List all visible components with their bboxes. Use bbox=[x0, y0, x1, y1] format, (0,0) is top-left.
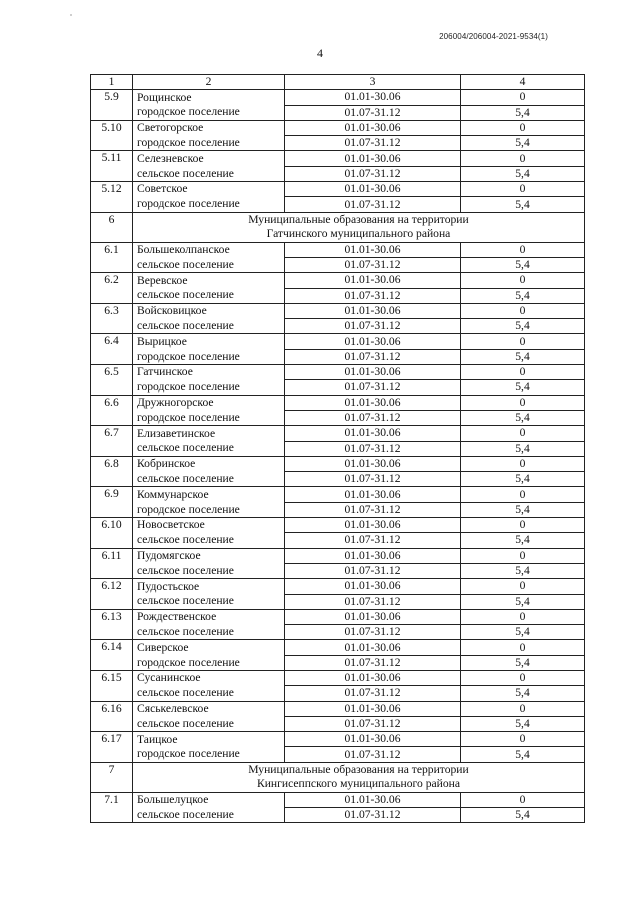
settlement-name: Большелуцкое bbox=[133, 792, 285, 807]
period-cell: 01.07-31.12 bbox=[285, 716, 461, 731]
period-cell: 01.07-31.12 bbox=[285, 380, 461, 395]
row-number: 5.10 bbox=[91, 120, 133, 151]
value-cell: 0 bbox=[461, 303, 585, 318]
period-cell: 01.07-31.12 bbox=[285, 349, 461, 364]
table-row bbox=[91, 625, 585, 640]
settlement-type: сельское поселение bbox=[133, 563, 285, 578]
settlement-name: Сиверское bbox=[133, 640, 285, 655]
table-row bbox=[91, 609, 585, 624]
settlement-type: сельское поселение bbox=[133, 716, 285, 731]
settlement-type: сельское поселение bbox=[133, 257, 285, 272]
period-cell: 01.01-30.06 bbox=[285, 609, 461, 624]
settlement-name: Сусанинское bbox=[133, 670, 285, 685]
table-row bbox=[91, 518, 585, 533]
row-number: 5.9 bbox=[91, 90, 133, 121]
table-row bbox=[91, 701, 585, 716]
row-number: 6.10 bbox=[91, 518, 133, 549]
value-cell: 0 bbox=[461, 732, 585, 747]
period-cell: 01.07-31.12 bbox=[285, 105, 461, 120]
row-number: 7.1 bbox=[91, 792, 133, 823]
period-cell: 01.01-30.06 bbox=[285, 579, 461, 594]
period-cell: 01.01-30.06 bbox=[285, 518, 461, 533]
period-cell: 01.07-31.12 bbox=[285, 410, 461, 425]
settlement-type: городское поселение bbox=[133, 197, 285, 212]
settlement-name: Сяськелевское bbox=[133, 701, 285, 716]
table-row bbox=[91, 136, 585, 151]
value-cell: 5,4 bbox=[461, 288, 585, 303]
table-row bbox=[91, 579, 585, 594]
period-cell: 01.07-31.12 bbox=[285, 625, 461, 640]
value-cell: 5,4 bbox=[461, 563, 585, 578]
settlement-type: сельское поселение bbox=[133, 166, 285, 181]
table-row bbox=[91, 594, 585, 609]
section-title bbox=[133, 762, 585, 792]
table-row bbox=[91, 349, 585, 364]
settlement-type: сельское поселение bbox=[133, 686, 285, 701]
value-cell: 5,4 bbox=[461, 533, 585, 548]
settlement-name: Большеколпанское bbox=[133, 242, 285, 257]
table-row bbox=[91, 487, 585, 502]
value-cell: 0 bbox=[461, 487, 585, 502]
table-row bbox=[91, 197, 585, 212]
row-number: 6.7 bbox=[91, 426, 133, 457]
row-number: 6.11 bbox=[91, 548, 133, 579]
table-row bbox=[91, 426, 585, 441]
value-cell: 0 bbox=[461, 609, 585, 624]
period-cell: 01.07-31.12 bbox=[285, 472, 461, 487]
table-row bbox=[91, 640, 585, 655]
settlement-type: городское поселение bbox=[133, 655, 285, 670]
settlement-type: городское поселение bbox=[133, 349, 285, 364]
value-cell: 5,4 bbox=[461, 410, 585, 425]
table-row bbox=[91, 120, 585, 135]
period-cell: 01.01-30.06 bbox=[285, 426, 461, 441]
settlement-name: Коммунарское bbox=[133, 487, 285, 502]
period-cell: 01.01-30.06 bbox=[285, 303, 461, 318]
table-row bbox=[91, 395, 585, 410]
settlement-name: Светогорское bbox=[133, 120, 285, 135]
value-cell: 5,4 bbox=[461, 502, 585, 517]
settlement-type: городское поселение bbox=[133, 747, 285, 762]
page-number: 4 bbox=[317, 46, 323, 60]
value-cell: 0 bbox=[461, 640, 585, 655]
period-cell: 01.01-30.06 bbox=[285, 456, 461, 471]
period-cell: 01.01-30.06 bbox=[285, 548, 461, 563]
period-cell: 01.01-30.06 bbox=[285, 670, 461, 685]
row-number: 6.1 bbox=[91, 242, 133, 273]
period-cell: 01.07-31.12 bbox=[285, 197, 461, 212]
table-row bbox=[91, 441, 585, 456]
period-cell: 01.01-30.06 bbox=[285, 151, 461, 166]
settlement-type: сельское поселение bbox=[133, 625, 285, 640]
period-cell: 01.07-31.12 bbox=[285, 594, 461, 609]
table-row bbox=[91, 747, 585, 762]
value-cell: 5,4 bbox=[461, 472, 585, 487]
settlement-name: Гатчинское bbox=[133, 365, 285, 380]
period-cell: 01.01-30.06 bbox=[285, 242, 461, 257]
settlement-name: Таицкое bbox=[133, 732, 285, 747]
value-cell: 5,4 bbox=[461, 136, 585, 151]
period-cell: 01.07-31.12 bbox=[285, 563, 461, 578]
value-cell: 0 bbox=[461, 548, 585, 563]
table-row bbox=[91, 242, 585, 257]
settlement-name: Веревское bbox=[133, 273, 285, 288]
settlement-name: Пудомягское bbox=[133, 548, 285, 563]
scan-speck bbox=[70, 14, 72, 16]
settlement-name: Войсковицкое bbox=[133, 303, 285, 318]
period-cell: 01.01-30.06 bbox=[285, 334, 461, 349]
table-row bbox=[91, 151, 585, 166]
value-cell: 0 bbox=[461, 90, 585, 105]
period-cell: 01.01-30.06 bbox=[285, 273, 461, 288]
table-row bbox=[91, 257, 585, 272]
value-cell: 0 bbox=[461, 151, 585, 166]
row-number: 6.14 bbox=[91, 640, 133, 671]
period-cell: 01.07-31.12 bbox=[285, 166, 461, 181]
table-row bbox=[91, 472, 585, 487]
period-cell: 01.01-30.06 bbox=[285, 395, 461, 410]
table-row bbox=[91, 533, 585, 548]
table-row bbox=[91, 502, 585, 517]
column-header-3: 3 bbox=[285, 75, 461, 90]
period-cell: 01.01-30.06 bbox=[285, 120, 461, 135]
table-row bbox=[91, 319, 585, 334]
value-cell: 0 bbox=[461, 456, 585, 471]
period-cell: 01.07-31.12 bbox=[285, 257, 461, 272]
column-header-2: 2 bbox=[133, 75, 285, 90]
value-cell: 0 bbox=[461, 334, 585, 349]
value-cell: 5,4 bbox=[461, 747, 585, 762]
table-row bbox=[91, 808, 585, 823]
section-row bbox=[91, 212, 585, 242]
settlement-name: Пудостьское bbox=[133, 579, 285, 594]
settlement-type: сельское поселение bbox=[133, 594, 285, 609]
period-cell: 01.07-31.12 bbox=[285, 808, 461, 823]
value-cell: 5,4 bbox=[461, 716, 585, 731]
settlement-name: Новосветское bbox=[133, 518, 285, 533]
period-cell: 01.07-31.12 bbox=[285, 533, 461, 548]
settlement-type: сельское поселение bbox=[133, 472, 285, 487]
settlement-type: городское поселение bbox=[133, 410, 285, 425]
table-row bbox=[91, 548, 585, 563]
value-cell: 0 bbox=[461, 518, 585, 533]
value-cell: 5,4 bbox=[461, 105, 585, 120]
settlement-name: Советское bbox=[133, 182, 285, 197]
table-row bbox=[91, 670, 585, 685]
row-number: 6.6 bbox=[91, 395, 133, 426]
table-row bbox=[91, 732, 585, 747]
settlement-type: сельское поселение bbox=[133, 319, 285, 334]
settlement-name: Рождественское bbox=[133, 609, 285, 624]
row-number: 6.3 bbox=[91, 303, 133, 334]
period-cell: 01.07-31.12 bbox=[285, 136, 461, 151]
period-cell: 01.07-31.12 bbox=[285, 502, 461, 517]
period-cell: 01.07-31.12 bbox=[285, 747, 461, 762]
value-cell: 0 bbox=[461, 182, 585, 197]
section-number: 6 bbox=[91, 212, 133, 242]
row-number: 5.12 bbox=[91, 182, 133, 213]
value-cell: 5,4 bbox=[461, 625, 585, 640]
settlement-name: Рощинское bbox=[133, 90, 285, 105]
value-cell: 0 bbox=[461, 792, 585, 807]
period-cell: 01.01-30.06 bbox=[285, 792, 461, 807]
row-number: 6.5 bbox=[91, 365, 133, 396]
section-title-line: Муниципальные образования на территории bbox=[248, 212, 469, 226]
settlement-type: сельское поселение bbox=[133, 441, 285, 456]
section-title-line: Гатчинского муниципального района bbox=[266, 227, 451, 241]
settlement-type: городское поселение bbox=[133, 136, 285, 151]
period-cell: 01.07-31.12 bbox=[285, 288, 461, 303]
row-number: 5.11 bbox=[91, 151, 133, 182]
table-row bbox=[91, 380, 585, 395]
row-number: 6.15 bbox=[91, 670, 133, 701]
settlement-name: Селезневское bbox=[133, 151, 285, 166]
period-cell: 01.01-30.06 bbox=[285, 90, 461, 105]
value-cell: 5,4 bbox=[461, 594, 585, 609]
period-cell: 01.01-30.06 bbox=[285, 182, 461, 197]
section-number: 7 bbox=[91, 762, 133, 792]
settlement-name: Елизаветинское bbox=[133, 426, 285, 441]
table-row bbox=[91, 563, 585, 578]
value-cell: 5,4 bbox=[461, 319, 585, 334]
period-cell: 01.01-30.06 bbox=[285, 487, 461, 502]
value-cell: 0 bbox=[461, 120, 585, 135]
row-number: 6.4 bbox=[91, 334, 133, 365]
value-cell: 5,4 bbox=[461, 166, 585, 181]
period-cell: 01.07-31.12 bbox=[285, 441, 461, 456]
value-cell: 5,4 bbox=[461, 380, 585, 395]
section-title bbox=[133, 212, 585, 242]
table-row bbox=[91, 273, 585, 288]
table-row bbox=[91, 166, 585, 181]
value-cell: 0 bbox=[461, 426, 585, 441]
table-row bbox=[91, 90, 585, 105]
settlement-type: сельское поселение bbox=[133, 288, 285, 303]
row-number: 6.12 bbox=[91, 579, 133, 610]
table-row bbox=[91, 410, 585, 425]
table-body bbox=[91, 75, 585, 823]
value-cell: 0 bbox=[461, 273, 585, 288]
table-row bbox=[91, 365, 585, 380]
value-cell: 0 bbox=[461, 579, 585, 594]
settlement-type: городское поселение bbox=[133, 105, 285, 120]
value-cell: 0 bbox=[461, 242, 585, 257]
table-row bbox=[91, 686, 585, 701]
value-cell: 0 bbox=[461, 395, 585, 410]
value-cell: 5,4 bbox=[461, 808, 585, 823]
period-cell: 01.07-31.12 bbox=[285, 686, 461, 701]
period-cell: 01.01-30.06 bbox=[285, 732, 461, 747]
table-row bbox=[91, 105, 585, 120]
value-cell: 5,4 bbox=[461, 197, 585, 212]
table-row bbox=[91, 655, 585, 670]
table-header-row bbox=[91, 75, 585, 90]
settlement-name: Вырицкое bbox=[133, 334, 285, 349]
table-row bbox=[91, 288, 585, 303]
value-cell: 0 bbox=[461, 670, 585, 685]
settlement-type: сельское поселение bbox=[133, 533, 285, 548]
document-id: 206004/206004-2021-9534(1) bbox=[439, 32, 548, 41]
tariff-table bbox=[90, 74, 585, 823]
value-cell: 5,4 bbox=[461, 257, 585, 272]
section-title-line: Кингисеппского муниципального района bbox=[256, 777, 461, 791]
settlement-type: городское поселение bbox=[133, 502, 285, 517]
row-number: 6.8 bbox=[91, 456, 133, 487]
value-cell: 5,4 bbox=[461, 655, 585, 670]
settlement-name: Кобринское bbox=[133, 456, 285, 471]
table-row bbox=[91, 303, 585, 318]
value-cell: 0 bbox=[461, 365, 585, 380]
section-title-line: Муниципальные образования на территории bbox=[248, 762, 469, 776]
value-cell: 5,4 bbox=[461, 686, 585, 701]
row-number: 6.2 bbox=[91, 273, 133, 304]
period-cell: 01.07-31.12 bbox=[285, 319, 461, 334]
table-row bbox=[91, 716, 585, 731]
section-row bbox=[91, 762, 585, 792]
period-cell: 01.01-30.06 bbox=[285, 365, 461, 380]
row-number: 6.17 bbox=[91, 732, 133, 763]
column-header-1: 1 bbox=[91, 75, 133, 90]
table-row bbox=[91, 792, 585, 807]
settlement-type: городское поселение bbox=[133, 380, 285, 395]
row-number: 6.13 bbox=[91, 609, 133, 640]
row-number: 6.9 bbox=[91, 487, 133, 518]
period-cell: 01.01-30.06 bbox=[285, 701, 461, 716]
value-cell: 5,4 bbox=[461, 441, 585, 456]
row-number: 6.16 bbox=[91, 701, 133, 732]
table-row bbox=[91, 456, 585, 471]
settlement-type: сельское поселение bbox=[133, 808, 285, 823]
column-header-4: 4 bbox=[461, 75, 585, 90]
period-cell: 01.01-30.06 bbox=[285, 640, 461, 655]
value-cell: 0 bbox=[461, 701, 585, 716]
period-cell: 01.07-31.12 bbox=[285, 655, 461, 670]
value-cell: 5,4 bbox=[461, 349, 585, 364]
table-row bbox=[91, 334, 585, 349]
table-row bbox=[91, 182, 585, 197]
settlement-name: Дружногорское bbox=[133, 395, 285, 410]
